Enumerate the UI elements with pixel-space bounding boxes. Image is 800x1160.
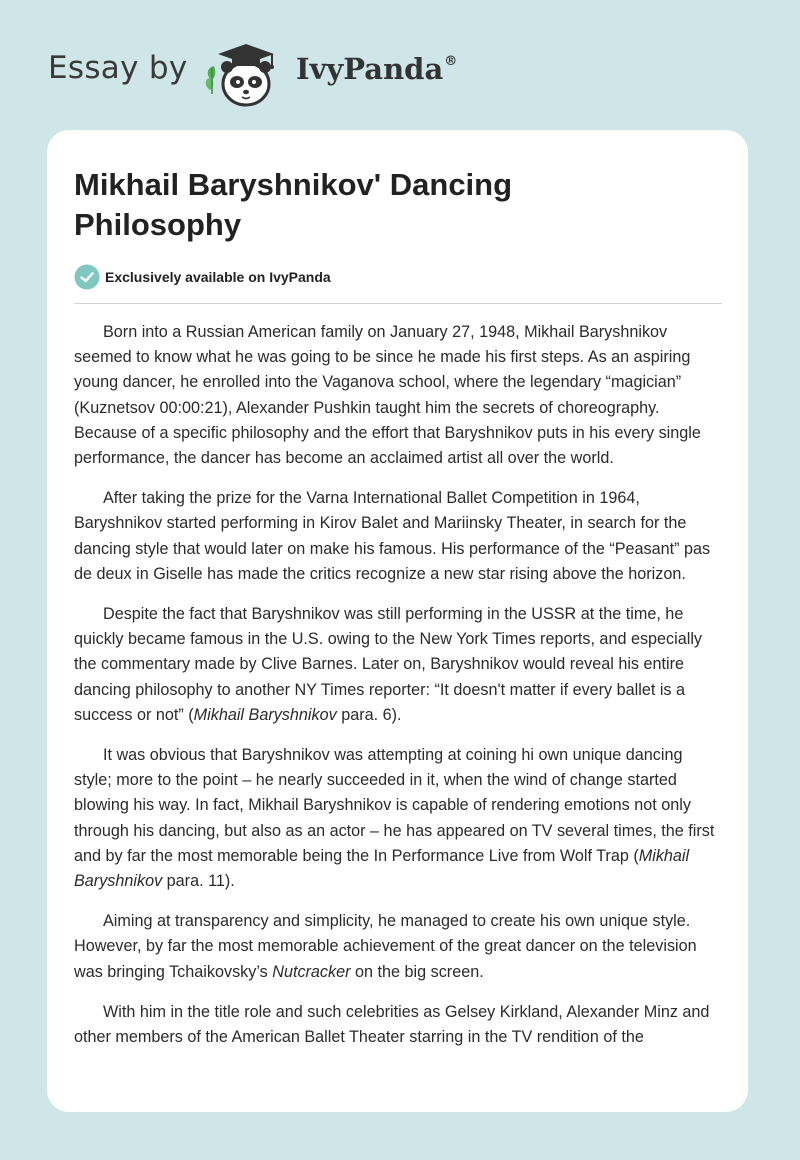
paragraph-text: para. 6). xyxy=(336,705,402,724)
essay-paragraph xyxy=(74,1000,722,1050)
essay-card xyxy=(47,130,748,1112)
italic-citation: Mikhail Baryshnikov xyxy=(74,846,690,891)
essay-paragraph xyxy=(74,486,722,587)
exclusive-badge xyxy=(74,264,331,290)
essay-paragraph xyxy=(74,909,722,985)
brand-name[interactable] xyxy=(296,52,457,86)
essay-paragraph xyxy=(74,602,722,728)
title-divider xyxy=(74,303,722,304)
paragraph-text: With him in the title role and such celebrities as Gelsey Kirkland, Alexander Minz and other members of the American Ballet Theater starring in the TV rendition of the xyxy=(74,1002,710,1047)
essay-paragraph xyxy=(74,743,722,894)
essay-body xyxy=(74,320,722,1065)
panda-graduate-icon[interactable] xyxy=(202,36,292,110)
paragraph-text: Despite the fact that Baryshnikov was still performing in the USSR at the time, he quickly became famous in the U.S. owing to the New York Times reports, and especially the commentary made by Clive Barnes. Later on, Baryshnikov would reveal his entire dancing philosophy to another NY Times reporter: “It doesn't matter if every ballet is a success or not” ( xyxy=(74,605,703,724)
paragraph-text: on the big screen. xyxy=(350,962,484,981)
paragraph-text: para. 11). xyxy=(162,872,235,891)
registered-mark: ® xyxy=(444,54,458,69)
essay-title: Mikhail Baryshnikov' Dancing Philosophy xyxy=(74,167,513,242)
italic-citation: Nutcracker xyxy=(272,962,351,981)
brand-prefix: Essay by xyxy=(48,50,188,86)
site-header xyxy=(0,0,800,130)
check-circle-icon xyxy=(74,264,100,290)
paragraph-text: It was obvious that Baryshnikov was attempting at coining hi own unique dancing style; more to the point – he nearly succeeded in it, when the wind of change started blowing his way. In fact, Mikhail Baryshnikov is capable of rendering emotions not only through his dancing, but also as an actor – he has appeared on TV several times, the first and by far the most memorable being the In Performance Live from Wolf Trap ( xyxy=(74,746,715,865)
paragraph-text: Born into a Russian American family on January 27, 1948, Mikhail Baryshnikov seemed to know what he was going to be since he made his first steps. As an aspiring young dancer, he enrolled into the Vaganova school, where the legendary “magician” (Kuznetsov 00:00:21), Alexander Pushkin taught him the secrets of choreography. Because of a specific philosophy and the effort that Baryshnikov puts in his every single performance, the dancer has become an acclaimed artist all over the world. xyxy=(74,323,701,468)
essay-paragraph xyxy=(74,320,722,471)
paragraph-text: After taking the prize for the Varna International Ballet Competition in 1964, Baryshnikov started performing in Kirov Balet and Mariinsky Theater, in search for the dancing style that would later on make his famous. His performance of the “Peasant” pas de deux in Giselle has made the critics recognize a new star rising above the horizon. xyxy=(74,489,711,583)
italic-citation: Mikhail Baryshnikov xyxy=(193,705,337,724)
brand-name-text: IvyPanda xyxy=(296,52,444,86)
exclusive-badge-label: Exclusively available on IvyPanda xyxy=(105,269,331,285)
paragraph-text: Aiming at transparency and simplicity, he managed to create his own unique style. However, by far the most memorable achievement of the great dancer on the television was bringing Tchaikovsky’s xyxy=(74,912,697,981)
